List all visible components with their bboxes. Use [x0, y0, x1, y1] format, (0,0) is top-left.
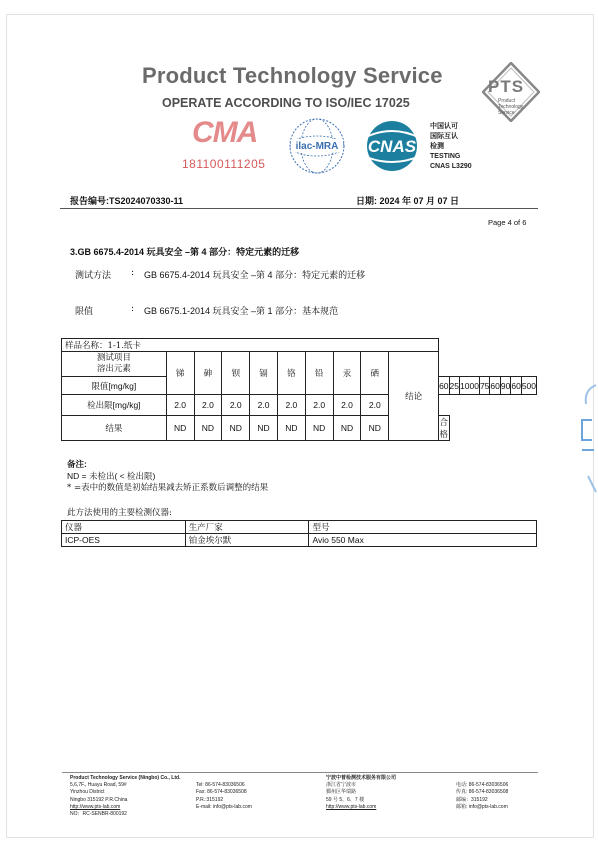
notes-line: * =表中的数值是初始结果减去矫正系数后调整的结果 [67, 483, 269, 493]
ilac-mra-logo [288, 117, 346, 175]
cnas-line: 检测 [430, 143, 444, 150]
section-title: 3.GB 6675.4-2014 玩具安全 –第 4 部分：特定元素的迁移 [70, 247, 300, 257]
iso-subtitle: OPERATE ACCORDING TO ISO/IEC 17025 [162, 96, 410, 110]
test-method-value: GB 6675.4-2014 玩具安全 –第 4 部分：特定元素的迁移 [144, 270, 366, 280]
element-header: 镉 [250, 352, 278, 395]
manufacturer-cell: 铂金埃尔默 [185, 534, 309, 547]
report-date: 日期: 2024 年 07 月 07 日 [356, 196, 460, 206]
footer-contact-en [196, 775, 252, 811]
instruments-intro: 此方法使用的主要检测仪器: [67, 508, 172, 518]
table-row [62, 534, 537, 547]
table-row [62, 352, 537, 377]
mdl-value-cell: 2.0 [222, 395, 250, 416]
mdl-row-label: 检出限[mg/kg] [62, 395, 167, 416]
cma-logo [182, 116, 284, 174]
migrated-elements-label: 溶出元素 [96, 364, 131, 374]
manufacturer-header: 生产厂家 [185, 521, 309, 534]
mdl-value-cell: 2.0 [250, 395, 278, 416]
footer-website-link[interactable]: http://www.pts-lab.com [70, 803, 121, 810]
pts-logo-text: PTS [488, 77, 525, 96]
result-value-cell: ND [250, 416, 278, 441]
notes-heading: 备注: [67, 459, 87, 469]
element-header: 锑 [166, 352, 194, 395]
instrument-cell: ICP-OES [62, 534, 186, 547]
limit-value-cell: 500 [521, 377, 536, 395]
limit-value-cell: 60 [439, 377, 449, 395]
table-row [62, 416, 537, 441]
model-cell: Avio 550 Max [309, 534, 537, 547]
mdl-value-cell: 2.0 [333, 395, 361, 416]
test-item-label: 测试项目 [96, 353, 131, 363]
report-number: 报告编号:TS2024070330-11 [70, 196, 184, 206]
limit-label: 限值 [75, 307, 94, 317]
footer-line: Yinzhou District [70, 789, 105, 796]
result-value-cell: ND [361, 416, 389, 441]
result-value-cell: ND [194, 416, 222, 441]
limit-value-cell: 1000 [460, 377, 480, 395]
mdl-value-cell: 2.0 [277, 395, 305, 416]
limit-value-cell: 75 [479, 377, 489, 395]
test-method-label: 测试方法 [75, 271, 112, 281]
ilac-text: ilac-MRA [295, 141, 339, 152]
test-item-header [62, 352, 167, 377]
table-row [62, 395, 537, 416]
table-row [62, 521, 537, 534]
cnas-line: TESTING [430, 153, 461, 160]
mdl-value-cell: 2.0 [305, 395, 333, 416]
result-row-label: 结果 [62, 416, 167, 441]
page-number: Page 4 of 6 [488, 218, 527, 227]
mdl-value-cell: 2.0 [361, 395, 389, 416]
pts-logo [482, 62, 540, 122]
test-method-colon: : [131, 268, 135, 278]
cnas-logo [358, 120, 430, 172]
footer-line: 59 号 5、6、7 楼 [326, 796, 365, 803]
limit-value-cell: 25 [449, 377, 459, 395]
conclusion-value: 合格 [439, 416, 449, 441]
footer-company-cn [326, 775, 396, 811]
footer-line: 邮箱: info@pts-lab.com [456, 803, 508, 810]
footer-line: 邮编：315192 [456, 796, 488, 803]
cnas-accreditation-text [430, 122, 472, 172]
limit-value-cell: 90 [500, 377, 510, 395]
result-value-cell: ND [222, 416, 250, 441]
meta-divider [60, 208, 538, 209]
notes-line: ND = 未检出( < 检出限) [67, 471, 156, 481]
limit-value-cell: 60 [511, 377, 521, 395]
element-header: 砷 [194, 352, 222, 395]
element-header: 钡 [222, 352, 250, 395]
result-value-cell: ND [166, 416, 194, 441]
element-header: 汞 [333, 352, 361, 395]
limit-value: GB 6675.1-2014 玩具安全 –第 1 部分：基本规范 [144, 306, 339, 316]
sample-name: 样品名称：1-1.纸卡 [62, 339, 439, 352]
instruments-table [61, 520, 537, 547]
company-title: Product Technology Service [142, 63, 443, 88]
result-value-cell: ND [305, 416, 333, 441]
instrument-header: 仪器 [62, 521, 186, 534]
pts-logo-caption: Product Technology Service [498, 98, 524, 116]
limit-value-cell: 60 [490, 377, 500, 395]
element-header: 铅 [305, 352, 333, 395]
cnas-emblem-icon [358, 120, 430, 172]
ilac-mra-globe-icon [288, 117, 346, 175]
conclusion-header: 结论 [389, 352, 439, 441]
element-header: 硒 [361, 352, 389, 395]
side-stamp-fragment [578, 380, 598, 500]
footer-line: Product Technology Service (Ningbo) Co., Ltd. [70, 775, 181, 781]
footer-line [196, 775, 252, 782]
footer-contact-cn [456, 775, 508, 811]
footer-line: E-mail: info@pts-lab.com [196, 803, 252, 810]
mdl-value-cell: 2.0 [166, 395, 194, 416]
footer-line: 5,6,7F., Huayu Road, 59# [70, 782, 127, 789]
footer-line: 传真: 86-574-83036508 [456, 789, 509, 796]
notes [67, 458, 268, 494]
footer-line: NO：RC-SENBR-800192 [70, 811, 127, 818]
footer-line: Fax: 86-574-83036508 [196, 789, 247, 796]
footer-line: Ningbo 315192 P.R.China [70, 796, 128, 803]
result-value-cell: ND [333, 416, 361, 441]
cnas-logo-text: CNAS [367, 137, 417, 156]
footer-line: 宁波中普检测技术服务有限公司 [326, 775, 397, 781]
footer-website-link-cn[interactable]: http://www.pts-lab.com [326, 803, 377, 810]
mdl-value-cell: 2.0 [194, 395, 222, 416]
results-table [61, 338, 537, 441]
limit-row-label: 限值[mg/kg] [62, 377, 167, 395]
result-value-cell: ND [277, 416, 305, 441]
cma-number: 181100111205 [182, 157, 266, 171]
footer-company-en [70, 775, 180, 818]
footer-line: P.R.:315192 [196, 796, 224, 803]
cnas-line: 中国认可 [430, 123, 458, 130]
table-row [62, 339, 537, 352]
footer-line: 鄞州区华瑞路 [326, 789, 357, 796]
model-header: 型号 [309, 521, 537, 534]
footer-line: 浙江省宁波市 [326, 782, 357, 789]
element-header: 铬 [277, 352, 305, 395]
cnas-line: 国际互认 [430, 133, 458, 140]
limit-colon: : [131, 304, 135, 314]
footer-line: Tel: 86-574-83036506 [196, 782, 245, 789]
cma-logo-text: CMA [192, 116, 258, 149]
cnas-line: CNAS L3290 [430, 163, 472, 170]
footer-divider [62, 772, 538, 773]
footer-line: 电话: 86-574-83036506 [456, 782, 509, 789]
